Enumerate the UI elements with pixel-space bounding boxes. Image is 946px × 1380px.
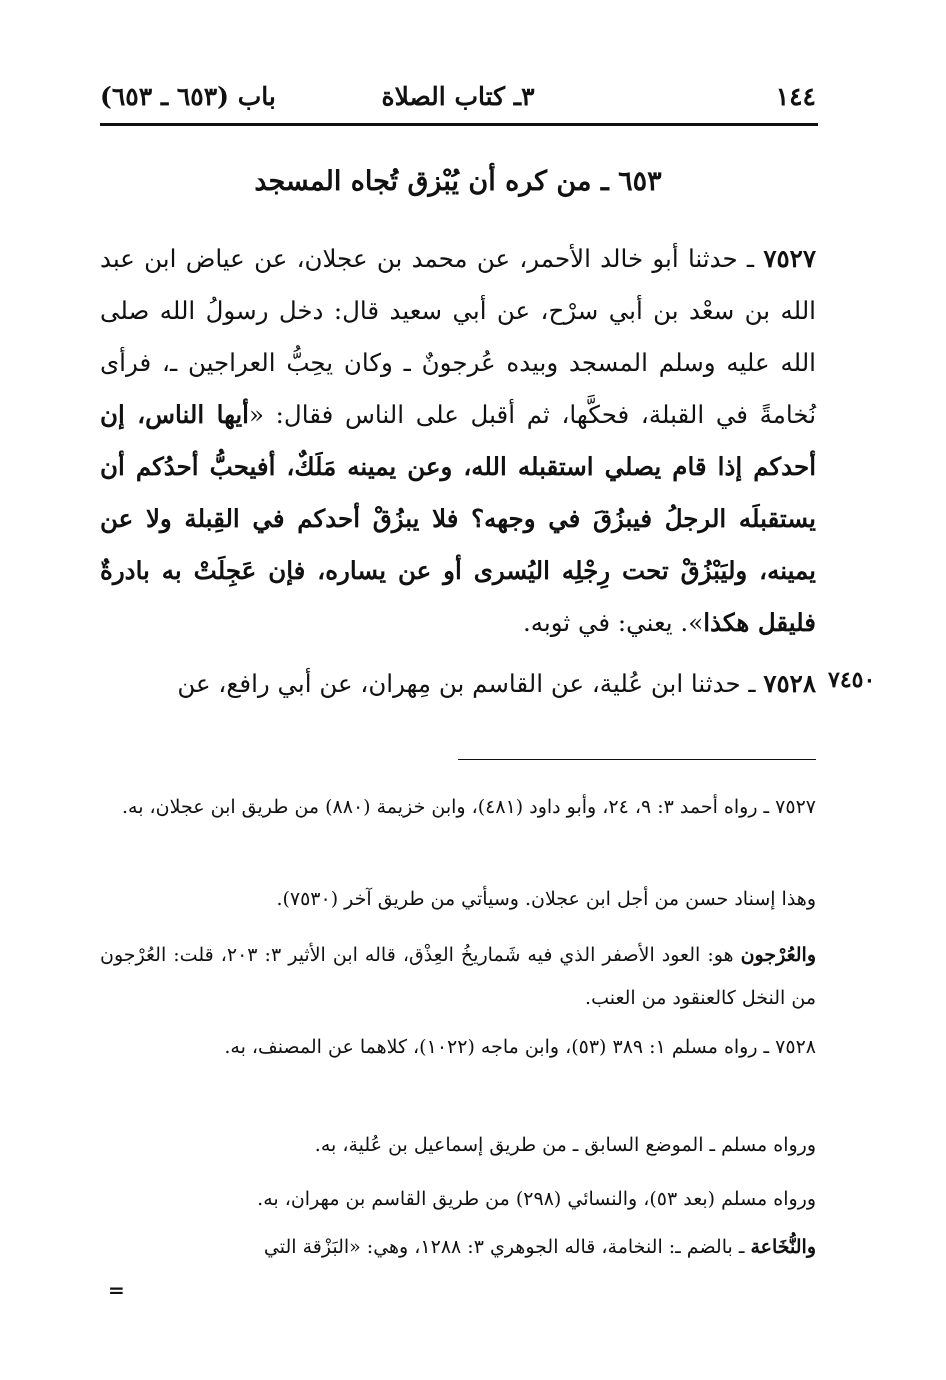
- chapter-range: باب (٦٥٣ ـ ٦٥٣): [100, 82, 276, 111]
- footnote-urjun: [100, 934, 816, 1020]
- chapter-title: ٦٥٣ ـ من كره أن يُبْزق تُجاه المسجد: [254, 166, 662, 197]
- footnote-definition: ـ بالضم ـ: النخامة، قاله الجوهري ٣: ١٢٨٨، وهي: «البَزْقة التي: [263, 1236, 751, 1258]
- hadith-7527: [100, 233, 816, 649]
- footnote-term: والنُّخَاعة: [750, 1236, 816, 1258]
- book-title: ٣ـ كتاب الصلاة: [381, 82, 535, 111]
- hadith-7528: [100, 658, 816, 710]
- running-header: [100, 82, 816, 122]
- footnote-term: والعُرْجون: [740, 944, 816, 966]
- footnote-nukhaa: [100, 1226, 816, 1269]
- hadith-number: ٧٥٢٧: [763, 244, 816, 273]
- hadith-quote: أيها الناس، إن أحدكم إذا قام يصلي استقبله الله، وعن يمينه مَلَكٌ، أفيحبُّ أحدُكم أن يستقبلَه الرجلُ فيبزُقَ في وجهه؟ فلا يبزُقْ أحدكم في القِبلة ولا عن يمينه، وليَبْزُقْ تحت رِجْلِه اليُسرى أو عن يساره، فإن عَجِلَتْ به بادرةٌ فليقل هكذا: [100, 400, 816, 637]
- footnote-rule: [458, 759, 816, 760]
- footnote-muslim-1: ورواه مسلم ـ الموضع السابق ـ من طريق إسماعيل بن عُلية، به.: [314, 1134, 816, 1156]
- continuation-mark: =: [108, 1278, 125, 1302]
- hadith-closing: ». يعني: في ثوبه.: [522, 608, 704, 637]
- footnote-7528: ٧٥٢٨ ـ رواه مسلم ١: ٣٨٩ (٥٣)، وابن ماجه (١٠٢٢)، كلاهما عن المصنف، به.: [224, 1036, 816, 1058]
- margin-number: ٧٤٥٠: [828, 667, 876, 693]
- footnote-definition: هو: العود الأصفر الذي فيه شَماريخُ العِذْق، قاله ابن الأثير ٣: ٢٠٣، قلت: العُرْجون من النخل كالعنقود من العنب.: [100, 944, 816, 1009]
- page-number: ١٤٤: [775, 82, 816, 111]
- footnote-isnad: وهذا إسناد حسن من أجل ابن عجلان. وسيأتي من طريق آخر (٧٥٣٠).: [276, 888, 816, 910]
- hadith-number: ٧٥٢٨: [763, 669, 816, 698]
- footnote-muslim-2: ورواه مسلم (بعد ٥٣)، والنسائي (٢٩٨) من طريق القاسم بن مهران، به.: [257, 1188, 816, 1210]
- footnote-7527: ٧٥٢٧ ـ رواه أحمد ٣: ٩، ٢٤، وأبو داود (٤٨١)، وابن خزيمة (٨٨٠) من طريق ابن عجلان، به.: [121, 796, 816, 818]
- header-rule: [100, 123, 818, 126]
- hadith-text: ـ حدثنا ابن عُلية، عن القاسم بن مِهران، عن أبي رافع، عن: [177, 669, 764, 698]
- hadith-text: ـ حدثنا أبو خالد الأحمر، عن محمد بن عجلان، عن عياض ابن عبد الله بن سعْد بن أبي سرْح، عن أبي سعيد قال: دخل رسولُ الله صلى الله عليه وسلم المسجد وبيده عُرجونٌ ـ وكان يحِبُّ العراجين ـ، فرأى نُخامةً في القبلة، فحكَّها، ثم أقبل على الناس فقال: «: [100, 244, 817, 429]
